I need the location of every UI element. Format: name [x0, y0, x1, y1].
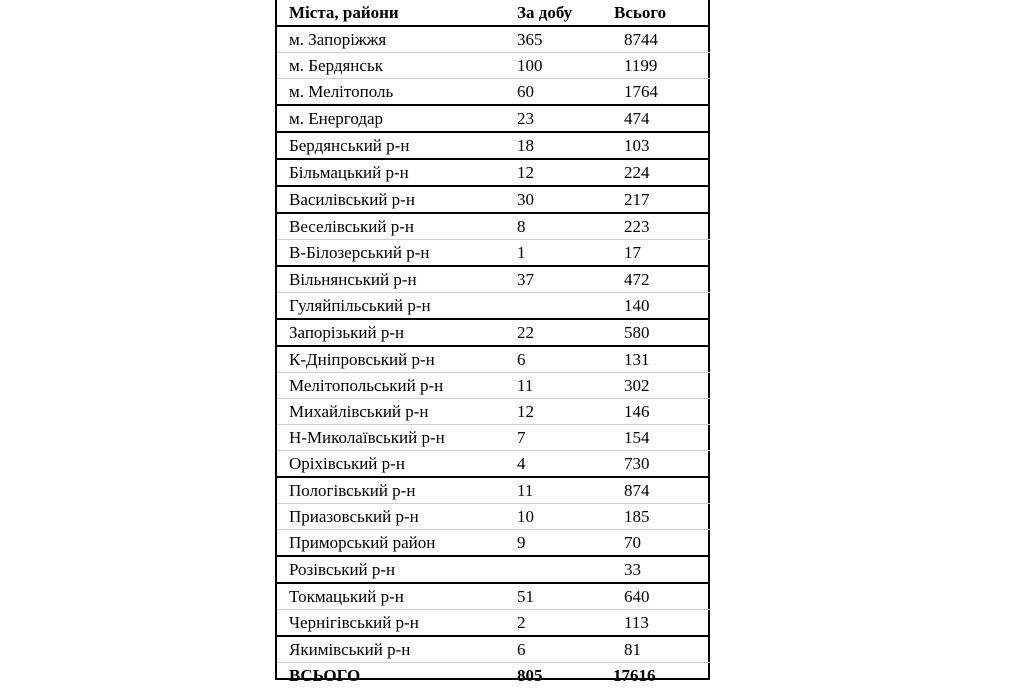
- table-row: [277, 399, 710, 425]
- row-name: Більмацький р-н: [277, 159, 515, 186]
- table-row: [277, 556, 710, 583]
- table-row: [277, 293, 710, 320]
- table-row: [277, 610, 710, 637]
- row-total-value: 580: [611, 319, 710, 346]
- row-day-value: 10: [515, 504, 611, 530]
- row-name: Гуляйпільський р-н: [277, 293, 515, 320]
- row-day-value: 22: [515, 319, 611, 346]
- table-body: [277, 26, 710, 663]
- table-row: [277, 240, 710, 267]
- row-day-value: 365: [515, 26, 611, 53]
- row-day-value: 4: [515, 451, 611, 478]
- row-total-value: 874: [611, 477, 710, 504]
- row-name: м. Енергодар: [277, 105, 515, 132]
- header-total: Всього: [611, 0, 710, 26]
- row-day-value: 9: [515, 530, 611, 557]
- table-row: [277, 79, 710, 106]
- table-row: [277, 213, 710, 240]
- row-day-value: 51: [515, 583, 611, 610]
- row-day-value: 30: [515, 186, 611, 213]
- header-name: Міста, райони: [277, 0, 515, 26]
- table-row: [277, 451, 710, 478]
- row-total-value: 33: [611, 556, 710, 583]
- table-row: [277, 105, 710, 132]
- row-day-value: 6: [515, 636, 611, 663]
- total-day-value: 805: [515, 663, 611, 688]
- row-name: Василівський р-н: [277, 186, 515, 213]
- row-total-value: 131: [611, 346, 710, 373]
- row-total-value: 224: [611, 159, 710, 186]
- row-day-value: 11: [515, 373, 611, 399]
- row-day-value: 37: [515, 266, 611, 293]
- table-row: [277, 583, 710, 610]
- row-total-value: 70: [611, 530, 710, 557]
- table-row: [277, 26, 710, 53]
- row-total-value: 103: [611, 132, 710, 159]
- row-total-value: 1199: [611, 53, 710, 79]
- table-row: [277, 346, 710, 373]
- row-day-value: 1: [515, 240, 611, 267]
- row-total-value: 140: [611, 293, 710, 320]
- row-name: К-Дніпровський р-н: [277, 346, 515, 373]
- table-row: [277, 477, 710, 504]
- row-name: м. Мелітополь: [277, 79, 515, 106]
- row-total-value: 472: [611, 266, 710, 293]
- table-row: [277, 132, 710, 159]
- table-header-row: [277, 0, 710, 26]
- row-day-value: 8: [515, 213, 611, 240]
- row-name: Приморський район: [277, 530, 515, 557]
- row-name: В-Білозерський р-н: [277, 240, 515, 267]
- row-total-value: 17: [611, 240, 710, 267]
- table-row: [277, 319, 710, 346]
- row-name: Бердянський р-н: [277, 132, 515, 159]
- row-name: Михайлівський р-н: [277, 399, 515, 425]
- row-name: Токмацький р-н: [277, 583, 515, 610]
- statistics-table-container: [275, 0, 710, 680]
- row-name: м. Бердянськ: [277, 53, 515, 79]
- row-name: Вільнянський р-н: [277, 266, 515, 293]
- table-row: [277, 636, 710, 663]
- row-name: Приазовський р-н: [277, 504, 515, 530]
- table-row: [277, 373, 710, 399]
- row-name: Розівський р-н: [277, 556, 515, 583]
- row-day-value: 100: [515, 53, 611, 79]
- row-name: Веселівський р-н: [277, 213, 515, 240]
- row-total-value: 146: [611, 399, 710, 425]
- row-total-value: 474: [611, 105, 710, 132]
- table-row: [277, 186, 710, 213]
- table-row: [277, 425, 710, 451]
- total-row: [277, 663, 710, 688]
- row-name: Запорізький р-н: [277, 319, 515, 346]
- row-total-value: 223: [611, 213, 710, 240]
- row-total-value: 113: [611, 610, 710, 637]
- row-day-value: 12: [515, 399, 611, 425]
- row-total-value: 640: [611, 583, 710, 610]
- row-day-value: 60: [515, 79, 611, 106]
- row-total-value: 8744: [611, 26, 710, 53]
- row-name: Мелітопольський р-н: [277, 373, 515, 399]
- total-label: ВСЬОГО: [277, 663, 515, 688]
- row-total-value: 217: [611, 186, 710, 213]
- row-total-value: 154: [611, 425, 710, 451]
- row-day-value: 6: [515, 346, 611, 373]
- statistics-table: [277, 0, 710, 688]
- row-day-value: [515, 556, 611, 583]
- row-name: Оріхівський р-н: [277, 451, 515, 478]
- row-total-value: 730: [611, 451, 710, 478]
- row-name: Чернігівський р-н: [277, 610, 515, 637]
- row-day-value: [515, 293, 611, 320]
- row-day-value: 2: [515, 610, 611, 637]
- row-total-value: 1764: [611, 79, 710, 106]
- row-total-value: 81: [611, 636, 710, 663]
- table-row: [277, 53, 710, 79]
- table-row: [277, 266, 710, 293]
- table-row: [277, 530, 710, 557]
- row-day-value: 18: [515, 132, 611, 159]
- row-day-value: 12: [515, 159, 611, 186]
- row-name: Якимівський р-н: [277, 636, 515, 663]
- row-name: Пологівський р-н: [277, 477, 515, 504]
- row-name: Н-Миколаївський р-н: [277, 425, 515, 451]
- row-day-value: 11: [515, 477, 611, 504]
- row-total-value: 185: [611, 504, 710, 530]
- row-day-value: 23: [515, 105, 611, 132]
- table-row: [277, 159, 710, 186]
- row-day-value: 7: [515, 425, 611, 451]
- row-total-value: 302: [611, 373, 710, 399]
- header-day: За добу: [515, 0, 611, 26]
- total-overall-value: 17616: [611, 663, 710, 688]
- row-name: м. Запоріжжя: [277, 26, 515, 53]
- table-row: [277, 504, 710, 530]
